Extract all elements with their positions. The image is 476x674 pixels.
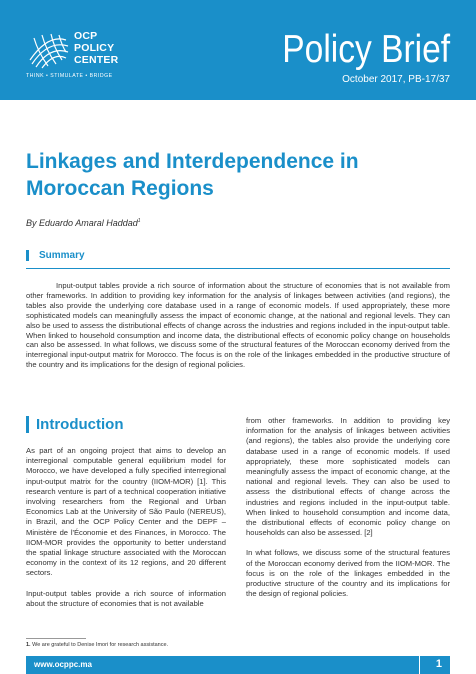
page-number: 1 [435,658,442,670]
footnote [26,642,168,648]
footnote-text: We are grateful to Denise Imori for research assistance. [32,642,169,648]
page-title: Linkages and Interdependence in Moroccan Regions [26,150,359,200]
author-byline [26,218,141,228]
footer-bar [26,656,450,674]
header-banner [0,0,476,100]
author-footnote-mark[interactable]: 1 [137,218,141,224]
author-name: By Eduardo Amaral Haddad [26,218,138,228]
document-date-code: October 2017, PB-17/37 [342,74,450,85]
logo-line-1: OCP [74,30,98,42]
logo-line-2: POLICY [74,42,115,54]
intro-paragraph: Input-output tables provide a rich source of information about the structure of economies that is not available [26,588,226,608]
logo-line-3: CENTER [74,54,119,66]
logo-tagline: THINK • STIMULATE • BRIDGE [26,73,113,79]
intro-paragraph: from other frameworks. In addition to providing key information for the analysis of linkages between activities (and regions), the tables also provide the underlying core database used in a range of economic models. If used appropriately, these more sophisticated models can meaningfully assess the impact of economic change, at the national and regional levels. They can also be used to assess the distributional effects of change across the industries and regions included in the input-output table. When linked to household consumption and income data, the distributional effects of economic policy change on households can also be assessed. [2] [246,416,450,538]
intro-paragraph: As part of an ongoing project that aims to develop an interregional computable general equilibrium model for Morocco, we have developed a fully specified interregional input-output matrix for the country (IIOM-MOR) [1]. This research venture is part of a technical cooperation initiative involving researchers from the Regional and Urban Economics Lab at the University of São Paulo (NEREUS), in Brazil, and the OCP Policy Center and the DEPF – Ministère de l'Économie et des Finances, in Morocco. The IIOM-MOR provides the opportunity to better understand the spatial linkage structure associated with the Moroccan economy in the context of its 12 regions, and 20 different sectors. [26,446,226,578]
document-type: Policy Brief [282,28,450,71]
intro-paragraph: In what follows, we discuss some of the structural features of the Moroccan economy derived from the IIOM-MOR. The focus is on the role of the linkages embedded in the productive structure of the country and its implications for the design of regional policies. [246,548,450,599]
summary-body: Input-output tables provide a rich source of information about the structure of economies that is not available from other frameworks. In addition to providing key information for the analysis of linkages between activities (and regions), the tables also provide the underlying core database used in a range of economic models. If used appropriately, these more sophisticated models can meaningfully assess the impact of economic change, at the national and regional levels. They can also be used to assess the distributional effects of change across the industries and regions included in the input-output table. When linked to household consumption and income data, the distributional effects of economic policy change on households can also be assessed. In what follows, we discuss some of the structural features of the Moroccan economy derived from the interregional input-output matrix for Morocco. The focus is on the role of the linkages embedded in the productive structure of the country and its implications for the design of regional policies. [26,281,450,370]
summary-heading: Summary [26,250,85,261]
summary-divider [26,268,450,269]
footer-url-link[interactable]: www.ocppc.ma [34,660,92,669]
ocp-logo[interactable] [26,26,136,82]
logo-wordmark [74,30,118,66]
footnote-number: 1. [26,642,31,648]
globe-grid-icon [26,30,70,70]
introduction-column-left [26,446,226,619]
footer-separator [419,656,420,674]
footnote-divider [26,638,86,639]
introduction-column-right [246,416,450,609]
introduction-heading: Introduction [26,416,123,433]
